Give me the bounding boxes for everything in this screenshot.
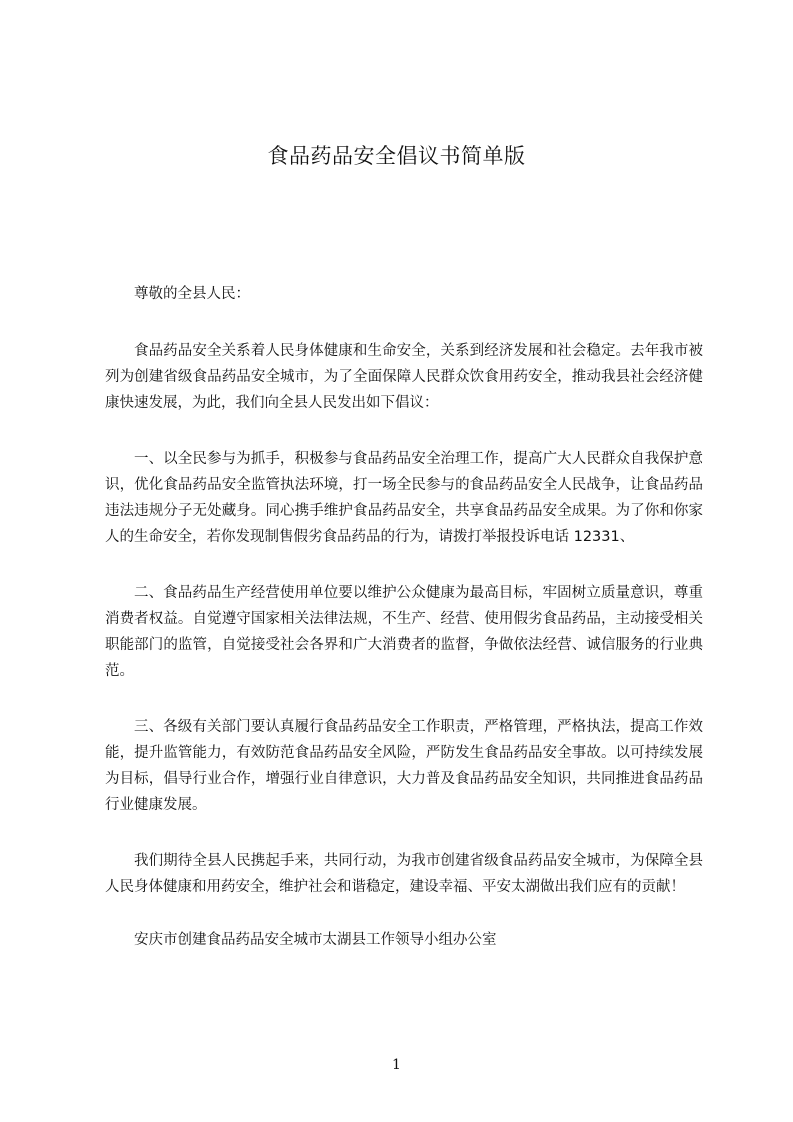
document-body <box>105 281 703 953</box>
signature: 安庆市创建食品药品安全城市太湖县工作领导小组办公室 <box>134 932 497 948</box>
intro-paragraph: 食品药品安全关系着人民身体健康和生命安全，关系到经济发展和社会稳定。去年我市被列为创建省级食品药品安全城市，为了全面保障人民群众饮食用药安全，推动我县社会经济健康快速发展，为此，我们向全县人民发出如下倡议： <box>105 343 703 411</box>
closing-paragraph: 我们期待全县人民携起手来，共同行动，为我市创建省级食品药品安全城市，为保障全县人民身体健康和用药安全，维护社会和谐稳定，建设幸福、平安太湖做出我们应有的贡献！ <box>105 853 703 895</box>
document-title: 食品药品安全倡议书简单版 <box>267 144 526 168</box>
page-number: 1 <box>392 1057 401 1073</box>
proposal-item-3: 三、各级有关部门要认真履行食品药品安全工作职责，严格管理，严格执法，提高工作效能，提升监管能力，有效防范食品药品安全风险，严防发生食品药品安全事故。以可持续发展为目标，倡导行业合作，增强行业自律意识，大力普及食品药品安全知识，共同推进食品药品行业健康发展。 <box>105 719 703 813</box>
greeting: 尊敬的全县人民： <box>134 286 250 302</box>
proposal-item-1: 一、以全民参与为抓手，积极参与食品药品安全治理工作，提高广大人民群众自我保护意识，优化食品药品安全监管执法环境，打一场全民参与的食品药品安全人民战争，让食品药品违法违规分子无处藏身。同心携手维护食品药品安全，共享食品药品安全成果。为了你和你家人的生命安全，若你发现制售假劣食品药品的行为，请拨打举报投诉电话 12331、 <box>105 451 703 545</box>
proposal-item-2: 二、食品药品生产经营使用单位要以维护公众健康为最高目标，牢固树立质量意识，尊重消费者权益。自觉遵守国家相关法律法规，不生产、经营、使用假劣食品药品，主动接受相关职能部门的监管，自觉接受社会各界和广大消费者的监督，争做依法经营、诚信服务的行业典范。 <box>105 585 703 679</box>
